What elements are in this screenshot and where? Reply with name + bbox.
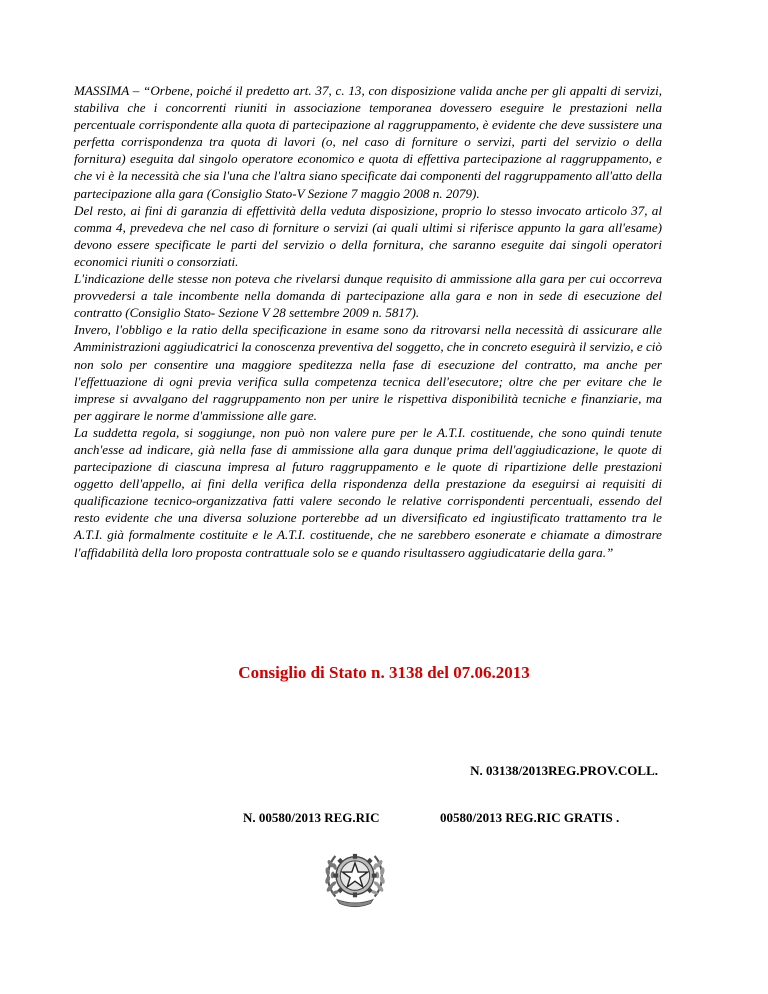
massima-paragraph-5: La suddetta regola, si soggiunge, non può non valere pure per le A.T.I. costituende, che sono quindi tenute anch'esse ad indicare, già nella fase di ammissione alla gara dunque prima dell'aggiudicazione, le quote di partecipazione di ciascuna impresa al futuro raggruppamento e le quote di ripartizione delle prestazioni oggetto dell'appello, ai fini della verifica della rispondenza della prestazione da eseguirsi ai requisiti di qualificazione tecnico-organizzativa fatti valere secondo le relative corrispondenti percentuali, essendo del resto evidente che una diversa soluzione porterebbe ad un diversificato ed ingiustificato trattamento tra le A.T.I. già formalmente costituite e le A.T.I. costituende, che ne sarebbero esonerate e chiamate a dimostrare l'affidabilità della loro proposta contrattuale solo se e quando risultassero aggiudicatarie della gara.” (74, 424, 662, 560)
italian-republic-emblem-icon (320, 842, 390, 912)
reg-ric-reference: N. 00580/2013 REG.RIC (243, 810, 380, 825)
massima-text (74, 82, 662, 561)
reg-prov-coll-reference: N. 03138/2013REG.PROV.COLL. (470, 763, 658, 778)
massima-paragraph-2: Del resto, ai fini di garanzia di effettività della veduta disposizione, proprio lo stesso invocato articolo 37, al comma 4, prevedeva che nel caso di forniture o servizi (ai quali ultimi si riferisce appunto la gara all'esame) devono essere specificate le parti del servizio o della fornitura, che saranno eseguite dai singoli operatori economici riuniti o consorziati. (74, 202, 662, 269)
reg-ric-gratis-reference: 00580/2013 REG.RIC GRATIS . (440, 810, 620, 825)
massima-paragraph-3: L'indicazione delle stesse non poteva che rivelarsi dunque requisito di ammissione alla gara per cui occorreva provvedersi a tale incombente nella domanda di partecipazione alla gara e non in sede di esecuzione del contratto (Consiglio Stato- Sezione V 28 settembre 2009 n. 5817). (74, 271, 662, 321)
document-title: Consiglio di Stato n. 3138 del 07.06.2013 (238, 663, 530, 682)
massima-paragraph-4: Invero, l'obbligo e la ratio della specificazione in esame sono da ritrovarsi nella necessità di assicurare alle Amministrazioni aggiudicatrici la conoscenza preventiva del soggetto, che in concreto eseguirà il servizio, e ciò non solo per consentire una maggiore speditezza nella fase di esecuzione del contratto, ma anche per l'effettuazione di ogni previa verifica sulla competenza tecnica dell'esecutore; oltre che per evitare che le imprese si avvalgano del raggruppamento non per unire le rispettiva disponibilità tecniche e finanziarie, ma per aggirare le norme d'ammissione alle gare. (74, 322, 662, 423)
massima-paragraph-1: MASSIMA – “Orbene, poiché il predetto art. 37, c. 13, con disposizione valida anche per gli appalti di servizi, stabiliva che i concorrenti riuniti in associazione temporanea dovessero eseguire le prestazioni nella percentuale corrispondente alla quota di partecipazione al raggruppamento, è evidente che deve sussistere una perfetta corrispondenza tra quota di lavori (o, nel caso di forniture o servizi, parti del servizio o della fornitura) eseguita dal singolo operatore economico e quota di effettiva partecipazione al raggruppamento, e che vi è la necessità che sia l'una che l'altra siano specificate dai componenti del raggruppamento all'atto della partecipazione alla gara (Consiglio Stato-V Sezione 7 maggio 2008 n. 2079). (74, 83, 662, 201)
